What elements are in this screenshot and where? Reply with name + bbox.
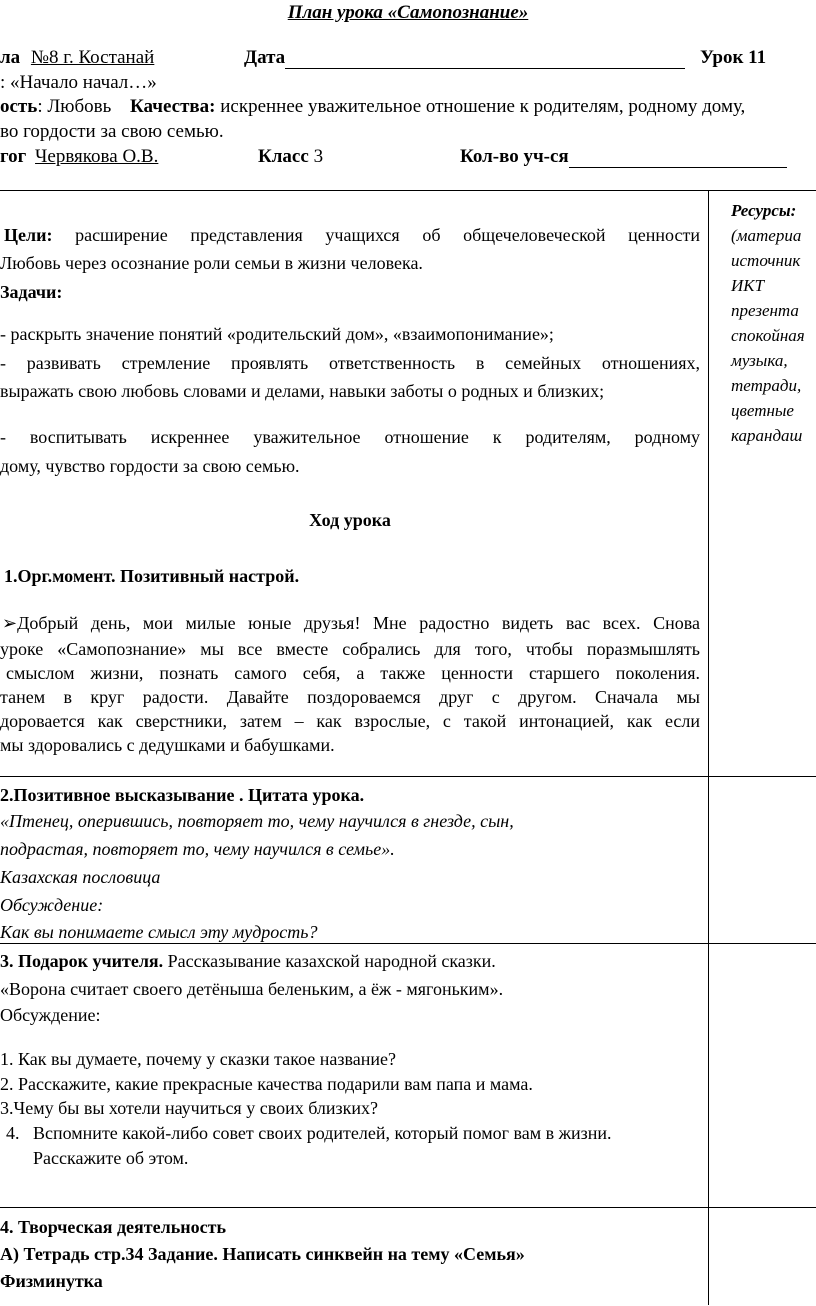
section-1-line: смыслом жизни, познать самого себя, а также ценности старшего поколения. (6, 663, 700, 683)
quote-source: Казахская пословица (0, 867, 161, 887)
qualities-value: искреннее уважительное отношение к родителям, родному дому, (215, 96, 746, 117)
teacher-label: гог (0, 146, 27, 167)
qualities-continuation: во гордости за свою семью. (0, 121, 224, 142)
resources-label: Ресурсы: (731, 201, 797, 220)
teacher-value: Червякова О.В. (35, 146, 159, 167)
section-1-line: уроке «Самопознание» мы все вместе собрались для того, чтобы поразмышлять (0, 639, 700, 659)
theme-line: : «Начало начал…» (0, 72, 157, 93)
question-item: 1. Как вы думаете, почему у сказки такое название? (0, 1049, 396, 1069)
task-3b: дому, чувство гордости за свою семью. (0, 456, 300, 476)
question-item: 2. Расскажите, какие прекрасные качества подарили вам папа и мама. (0, 1074, 533, 1094)
section-1-line: мы здоровались с дедушками и бабушками. (0, 735, 335, 755)
tale-title: «Ворона считает своего детёныша беленьким, а ёж - мягоньким». (0, 979, 504, 999)
section-3-title-row: 3. Подарок учителя. Рассказывание казахской народной сказки. (0, 951, 496, 971)
section-4-task: А) Тетрадь стр.34 Задание. Написать синквейн на тему «Семья» (0, 1244, 525, 1264)
task-1: - раскрыть значение понятий «родительский дом», «взаимопонимание»; (0, 324, 554, 344)
quote-line: подрастая, повторяет то, чему научился в семье». (0, 839, 395, 859)
course-heading: Ход урока (309, 510, 391, 530)
section-1-line: доровается как сверстники, затем – как взрослые, с такой интонацией, как если (0, 711, 700, 731)
resources-line: цветные (731, 401, 794, 420)
section-1-title: 1.Орг.момент. Позитивный настрой. (4, 566, 300, 586)
class-label: Класс (258, 146, 309, 167)
question-item: 3.Чему бы вы хотели научиться у своих близких? (0, 1098, 379, 1118)
resources-line: (материа (731, 226, 802, 245)
tasks-label: Задачи: (0, 282, 63, 302)
goal-line-2: Любовь через осознание роли семьи в жизни человека. (0, 253, 423, 273)
question-item: Вспомните какой-либо совет своих родителей, который помог вам в жизни. (33, 1123, 612, 1143)
lesson-number: Урок 11 (700, 47, 767, 68)
date-row (244, 47, 685, 69)
date-blank (285, 50, 685, 69)
task-2a: - развивать стремление проявлять ответственность в семейных отношениях, (0, 353, 700, 373)
section-3-title: 3. Подарок учителя. (0, 951, 164, 971)
section-4-title: 4. Творческая деятельность (0, 1217, 226, 1237)
resources-line: спокойная (731, 326, 805, 345)
resources-line: источник (731, 251, 801, 270)
task-3a: - воспитывать искреннее уважительное отношение к родителям, родному (0, 427, 700, 447)
section-2-title: 2.Позитивное высказывание . Цитата урока. (0, 785, 365, 805)
students-row (460, 146, 787, 168)
question-item-continuation: Расскажите об этом. (33, 1148, 189, 1168)
resources-line: ИКТ (731, 276, 765, 295)
task-2b: выражать свою любовь словами и делами, навыки заботы о родных и близких; (0, 381, 605, 401)
question-number: 4. (6, 1123, 20, 1143)
class-row (258, 146, 323, 168)
school-label: ла (0, 47, 21, 68)
goal-line-1: Цели: расширение представления учащихся об общечеловеческой ценности (4, 225, 700, 245)
section-4-warmup: Физминутка (0, 1271, 103, 1291)
school-row (0, 47, 154, 69)
resources-line: презента (731, 301, 799, 320)
section-1-line: танем в круг радости. Давайте поздороваемся друг с другом. Сначала мы (0, 687, 700, 707)
resources-line: музыка, (731, 351, 788, 370)
row-divider-3 (0, 1207, 816, 1208)
goal-label: Цели: (4, 225, 53, 245)
class-value: 3 (308, 146, 324, 167)
quote-line: «Птенец, оперившись, повторяет то, чему научился в гнезде, сын, (0, 811, 514, 831)
resources-line: карандаш (731, 426, 803, 445)
value-label: ость (0, 96, 38, 117)
teacher-row (0, 146, 158, 168)
resources-line: тетради, (731, 376, 802, 395)
table-column-divider (708, 190, 709, 1305)
page-title: План урока «Самопознание» (287, 2, 529, 23)
students-blank (569, 149, 787, 168)
discussion-label: Обсуждение: (0, 895, 104, 915)
discussion-question: Как вы понимаете смысл эту мудрость? (0, 922, 318, 942)
row-divider-1 (0, 776, 816, 777)
students-label: Кол-во уч-ся (460, 146, 569, 167)
value-row (0, 96, 745, 118)
date-label: Дата (244, 47, 286, 68)
school-value: №8 г. Костанай (30, 47, 155, 68)
value-value: : Любовь (37, 96, 112, 117)
section-1-line: ➢Добрый день, мои милые юные друзья! Мне радостно видеть вас всех. Снова (2, 613, 700, 633)
discussion-label: Обсуждение: (0, 1005, 101, 1025)
resources-cell (731, 198, 805, 448)
qualities-label: Качества: (130, 96, 216, 117)
